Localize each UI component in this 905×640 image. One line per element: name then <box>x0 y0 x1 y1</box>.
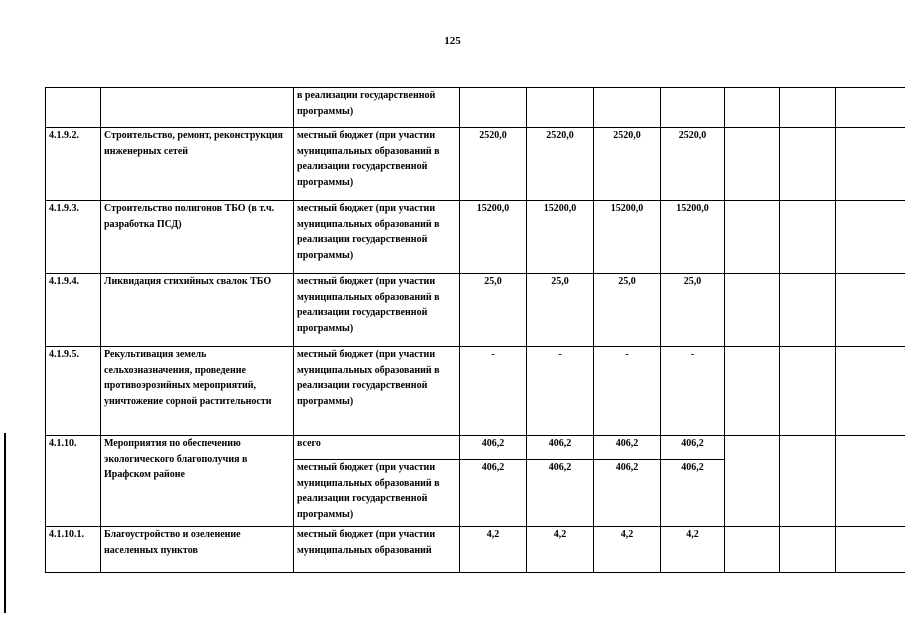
empty-cell <box>780 88 836 128</box>
table-row <box>46 436 905 460</box>
empty-cell <box>725 274 780 347</box>
row-value-3: 406,2 <box>594 460 661 527</box>
empty-cell <box>780 527 836 573</box>
table-row <box>46 527 905 573</box>
row-code: 4.1.9.3. <box>46 201 101 274</box>
table-row <box>46 274 905 347</box>
row-value-2: 406,2 <box>527 436 594 460</box>
row-value-4: 406,2 <box>661 460 725 527</box>
empty-cell <box>780 274 836 347</box>
row-name: Строительство, ремонт, реконструкция инженерных сетей <box>101 128 294 201</box>
row-value-4: 406,2 <box>661 436 725 460</box>
row-value-2: 15200,0 <box>527 201 594 274</box>
row-value-3: 4,2 <box>594 527 661 573</box>
budget-table <box>45 87 905 573</box>
row-value-1: 2520,0 <box>460 128 527 201</box>
row-value-4: 2520,0 <box>661 128 725 201</box>
row-value-3: - <box>594 347 661 436</box>
empty-cell <box>836 201 905 274</box>
row-value-1: 4,2 <box>460 527 527 573</box>
row-value-4: 15200,0 <box>661 201 725 274</box>
row-code: 4.1.9.5. <box>46 347 101 436</box>
table-row <box>46 128 905 201</box>
row-code: 4.1.9.4. <box>46 274 101 347</box>
row-funding-source: местный бюджет (при участии муниципальных образований в реализации государственной программы) <box>294 347 460 436</box>
empty-cell <box>780 128 836 201</box>
empty-cell <box>725 128 780 201</box>
row-value-4: - <box>661 347 725 436</box>
row-value-1 <box>460 88 527 128</box>
empty-cell <box>836 88 905 128</box>
row-name: Благоустройство и озеленение населенных пунктов <box>101 527 294 573</box>
row-funding-source: местный бюджет (при участии муниципальных образований в реализации государственной программы) <box>294 460 460 527</box>
row-funding-source: местный бюджет (при участии муниципальных образований в реализации государственной программы) <box>294 274 460 347</box>
row-value-3: 15200,0 <box>594 201 661 274</box>
table-row <box>46 201 905 274</box>
row-value-4: 4,2 <box>661 527 725 573</box>
empty-cell <box>836 347 905 436</box>
empty-cell <box>836 527 905 573</box>
table-row <box>46 88 905 128</box>
row-name: Рекультивация земель сельхозназначения, проведение противоэрозийных мероприятий, уничтожение сорной растительности <box>101 347 294 436</box>
row-value-1: - <box>460 347 527 436</box>
row-name: Строительство полигонов ТБО (в т.ч. разработка ПСД) <box>101 201 294 274</box>
empty-cell <box>725 347 780 436</box>
row-value-1: 406,2 <box>460 460 527 527</box>
row-name: Ликвидация стихийных свалок ТБО <box>101 274 294 347</box>
row-value-3: 406,2 <box>594 436 661 460</box>
row-code <box>46 88 101 128</box>
row-funding-source: всего <box>294 436 460 460</box>
row-funding-source: местный бюджет (при участии муниципальных образований <box>294 527 460 573</box>
row-funding-source: в реализации государственной программы) <box>294 88 460 128</box>
row-code: 4.1.10. <box>46 436 101 527</box>
empty-cell <box>836 274 905 347</box>
empty-cell <box>725 201 780 274</box>
row-value-3: 2520,0 <box>594 128 661 201</box>
row-funding-source: местный бюджет (при участии муниципальных образований в реализации государственной программы) <box>294 201 460 274</box>
row-value-1: 406,2 <box>460 436 527 460</box>
row-value-2: 2520,0 <box>527 128 594 201</box>
row-value-4 <box>661 88 725 128</box>
row-value-2: - <box>527 347 594 436</box>
row-value-2: 4,2 <box>527 527 594 573</box>
empty-cell <box>780 201 836 274</box>
empty-cell <box>725 88 780 128</box>
table-row <box>46 347 905 436</box>
row-funding-source: местный бюджет (при участии муниципальных образований в реализации государственной программы) <box>294 128 460 201</box>
empty-cell <box>836 128 905 201</box>
row-value-4: 25,0 <box>661 274 725 347</box>
empty-cell <box>836 436 905 527</box>
row-code: 4.1.10.1. <box>46 527 101 573</box>
row-name <box>101 88 294 128</box>
row-value-3: 25,0 <box>594 274 661 347</box>
row-value-2: 406,2 <box>527 460 594 527</box>
row-name: Мероприятия по обеспечению экологического благополучия в Ирафском районе <box>101 436 294 527</box>
empty-cell <box>780 347 836 436</box>
margin-line <box>4 433 6 613</box>
row-value-3 <box>594 88 661 128</box>
row-value-2 <box>527 88 594 128</box>
row-value-2: 25,0 <box>527 274 594 347</box>
row-value-1: 25,0 <box>460 274 527 347</box>
empty-cell <box>780 436 836 527</box>
row-code: 4.1.9.2. <box>46 128 101 201</box>
empty-cell <box>725 527 780 573</box>
empty-cell <box>725 436 780 527</box>
page-number: 125 <box>444 35 461 47</box>
row-value-1: 15200,0 <box>460 201 527 274</box>
